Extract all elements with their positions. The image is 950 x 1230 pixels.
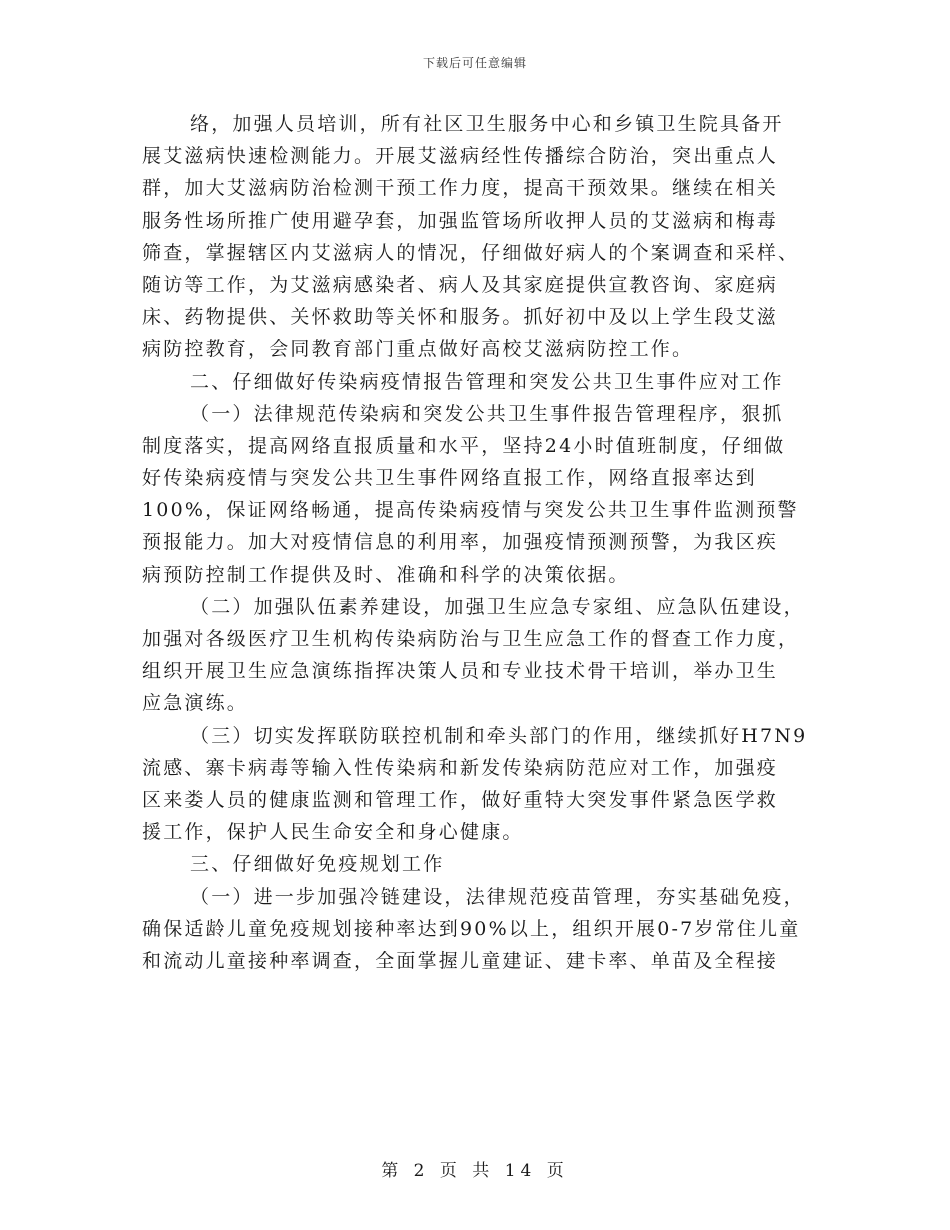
text-line: 区来娄人员的健康监测和管理工作，做好重特大突发事件紧急医学救 bbox=[142, 788, 779, 811]
text-line: 病防控教育，会同教育部门重点做好高校艾滋病防控工作。 bbox=[142, 338, 694, 361]
text-line: 确保适龄儿童免疫规划接种率达到90%以上，组织开展0-7岁常住儿童 bbox=[142, 917, 801, 940]
text-line: 床、药物提供、关怀救助等关怀和服务。抓好初中及以上学生段艾滋 bbox=[142, 306, 779, 329]
text-line: 展艾滋病快速检测能力。开展艾滋病经性传播综合防治，突出重点人 bbox=[142, 145, 779, 168]
text-line: 筛查，掌握辖区内艾滋病人的情况，仔细做好病人的个案调查和采样、 bbox=[142, 241, 800, 264]
text-line: 加强对各级医疗卫生机构传染病防治与卫生应急工作的督查工作力度， bbox=[142, 628, 800, 650]
page-footer: 第 2 页 共 14 页 bbox=[381, 1161, 569, 1181]
text-line: 预报能力。加大对疫情信息的利用率，加强疫情预测预警，为我区疾 bbox=[142, 531, 779, 554]
text-line: 制度落实，提高网络直报质量和水平，坚持24小时值班制度，仔细做 bbox=[142, 434, 786, 457]
text-line: 二、仔细做好传染病疫情报告管理和突发公共卫生事件应对工作 bbox=[190, 370, 784, 393]
page-header: 下载后可任意编辑 bbox=[422, 56, 527, 70]
text-line: 病预防控制工作提供及时、准确和科学的决策依据。 bbox=[142, 563, 630, 586]
text-line: （三）切实发挥联防联控机制和牵头部门的作用，继续抓好H7N9 bbox=[190, 724, 808, 747]
text-line: 好传染病疫情与突发公共卫生事件网络直报工作，网络直报率达到 bbox=[142, 467, 757, 490]
text-line: （一）进一步加强冷链建设，法律规范疫苗管理，夯实基础免疫， bbox=[190, 885, 805, 908]
text-line: 组织开展卫生应急演练指挥决策人员和专业技术骨干培训，举办卫生 bbox=[142, 660, 779, 683]
text-line: 服务性场所推广使用避孕套，加强监管场所收押人员的艾滋病和梅毒 bbox=[142, 209, 779, 232]
text-line: 应急演练。 bbox=[142, 692, 249, 715]
text-line: 群，加大艾滋病防治检测干预工作力度，提高干预效果。继续在相关 bbox=[142, 177, 779, 200]
text-line: 络，加强人员培训，所有社区卫生服务中心和乡镇卫生院具备开 bbox=[190, 113, 784, 135]
text-line: 100%，保证网络畅通，提高传染病疫情与突发公共卫生事件监测预警 bbox=[142, 499, 799, 522]
text-line: 援工作，保护人民生命安全和身心健康。 bbox=[142, 821, 524, 844]
text-line: （二）加强队伍素养建设，加强卫生应急专家组、应急队伍建设， bbox=[190, 595, 805, 618]
document-body bbox=[142, 108, 810, 977]
text-line: 随访等工作，为艾滋病感染者、病人及其家庭提供宣教咨询、家庭病 bbox=[142, 273, 779, 296]
text-line: （一）法律规范传染病和突发公共卫生事件报告管理程序，狠抓 bbox=[190, 402, 784, 425]
text-line: 和流动儿童接种率调查，全面掌握儿童建证、建卡率、单苗及全程接 bbox=[142, 949, 779, 972]
text-line: 三、仔细做好免疫规划工作 bbox=[190, 853, 445, 876]
text-line: 流感、寨卡病毒等输入性传染病和新发传染病防范应对工作，加强疫 bbox=[142, 756, 779, 779]
